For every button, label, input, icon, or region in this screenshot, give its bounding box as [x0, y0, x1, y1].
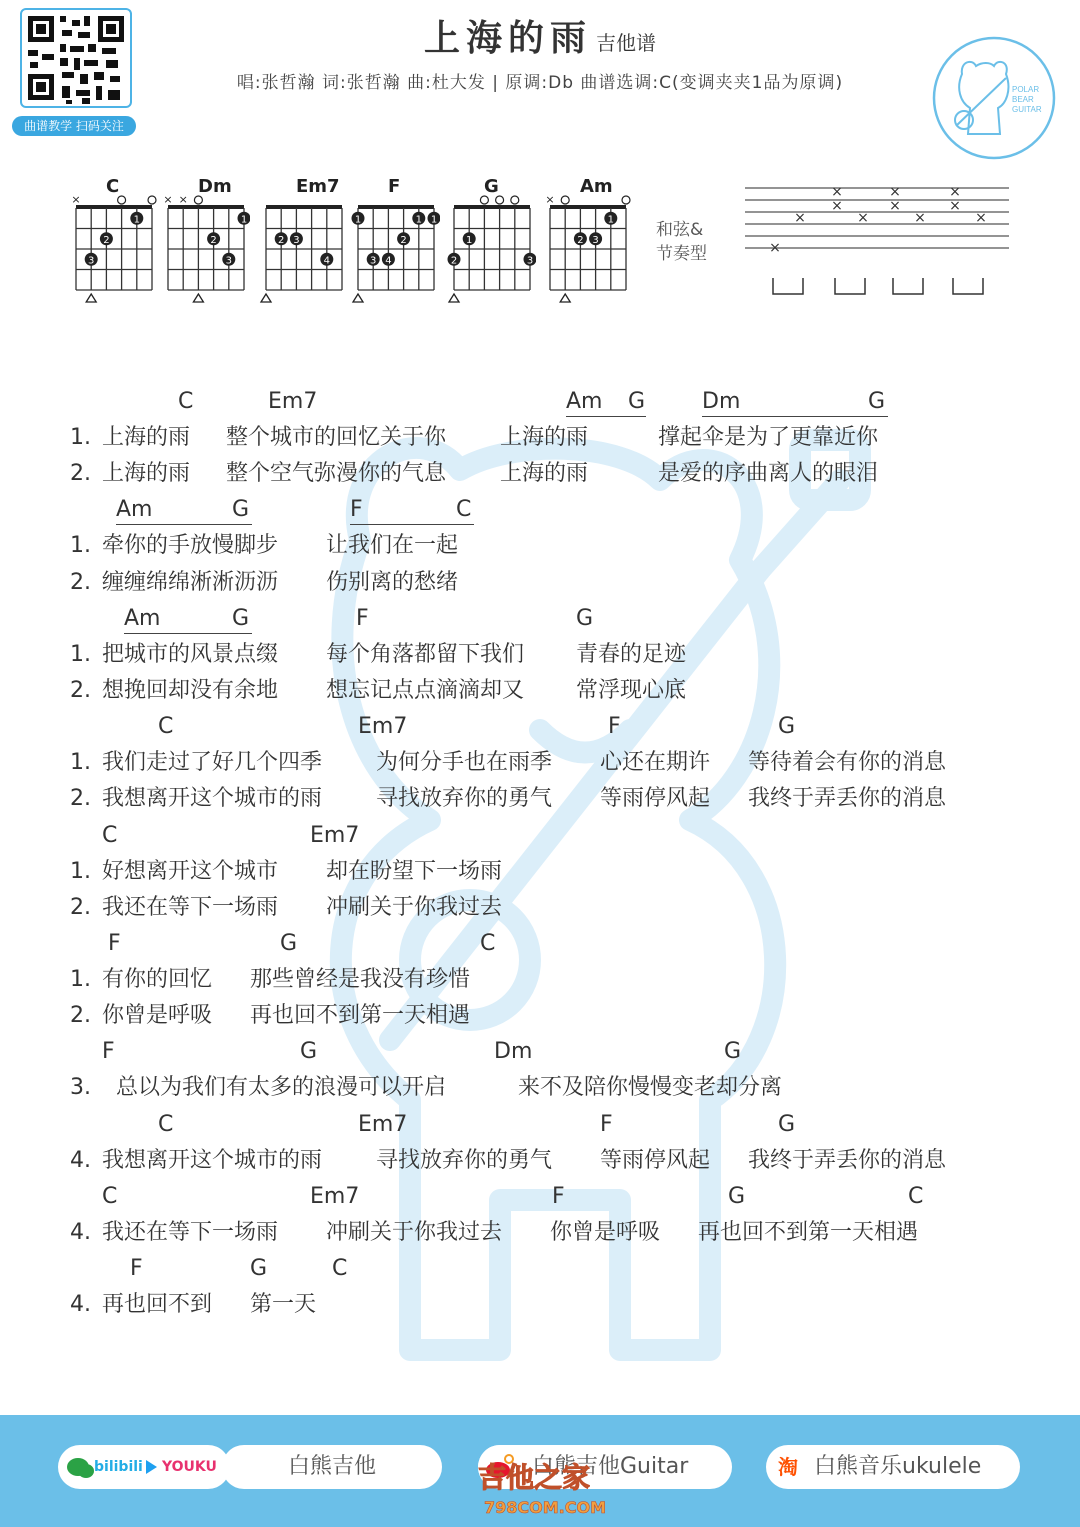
verse-number: 1.	[70, 750, 91, 776]
chord-line	[0, 601, 1080, 637]
lyric-phrase: 冲刷关于你我过去	[326, 1219, 503, 1245]
svg-text:×: ×	[769, 240, 781, 256]
chord-name-g: G	[484, 176, 499, 197]
verse-number: 1.	[70, 425, 91, 450]
chord-underline	[116, 524, 252, 525]
lyric-phrase: 牵你的手放慢脚步	[102, 533, 279, 559]
chord-line	[0, 709, 1080, 745]
lyric-phrase: 上海的雨	[102, 461, 191, 487]
verse-number: 4.	[70, 1219, 91, 1245]
chord-line	[0, 1107, 1080, 1143]
svg-text:1: 1	[354, 214, 362, 226]
chord-line	[0, 384, 1080, 420]
lyric-phrase: 总以为我们有太多的浪漫可以开启	[116, 1075, 447, 1101]
chord-underline	[702, 416, 888, 417]
chord-name-dm: Dm	[198, 176, 232, 197]
lyric-phrase: 上海的雨	[102, 425, 191, 450]
svg-text:3: 3	[526, 255, 534, 267]
chord-label: F	[102, 1039, 115, 1065]
lyric-phrase: 再也回不到	[102, 1292, 213, 1317]
svg-text:×: ×	[163, 194, 173, 206]
lyric-phrase: 再也回不到第一天相遇	[698, 1219, 919, 1245]
svg-text:×: ×	[857, 210, 869, 226]
lyric-phrase: 第一天	[250, 1292, 317, 1317]
lyric-line	[0, 1215, 1080, 1251]
watermark-text-1: 吉他之家	[478, 1461, 591, 1494]
lyric-phrase: 好想离开这个城市	[102, 858, 279, 884]
svg-text:×: ×	[889, 198, 901, 214]
chord-label: Em7	[268, 389, 318, 414]
chord-label: F	[608, 714, 621, 740]
chord-label: C	[102, 822, 118, 848]
rhythm-label-line-1: 和弦&	[656, 220, 704, 240]
lyric-line	[0, 1070, 1080, 1106]
svg-text:2: 2	[210, 234, 217, 246]
chord-label: G	[868, 389, 886, 414]
lyric-phrase: 常浮现心底	[576, 678, 687, 703]
svg-text:4: 4	[385, 255, 392, 267]
chord-label: Am	[124, 605, 161, 631]
svg-text:1: 1	[415, 214, 422, 226]
lyric-line	[0, 420, 1080, 456]
lyric-phrase: 我还在等下一场雨	[102, 1219, 279, 1245]
lyric-phrase: 等待着会有你的消息	[748, 750, 947, 776]
chord-label: C	[158, 1111, 174, 1137]
lyric-phrase: 想挽回却没有余地	[102, 678, 279, 703]
verse-number: 4.	[70, 1147, 91, 1173]
chord-underline	[566, 416, 646, 417]
svg-text:2: 2	[103, 234, 110, 246]
youku-label: YOUKU	[162, 1459, 217, 1475]
svg-text:×: ×	[889, 184, 901, 200]
lyric-phrase: 寻找放弃你的勇气	[376, 1147, 553, 1173]
svg-text:1: 1	[240, 214, 248, 226]
chord-label: G	[576, 605, 594, 631]
verse-number: 1.	[70, 858, 91, 884]
lyric-line	[0, 1143, 1080, 1179]
lyric-phrase: 想忘记点点滴滴却又	[326, 678, 525, 703]
chord-label: G	[300, 1039, 318, 1065]
svg-text:×: ×	[178, 194, 188, 206]
svg-text:2: 2	[577, 234, 584, 246]
logo-text-2: BEAR	[1012, 95, 1034, 104]
rhythm-label-line-2: 节奏型	[656, 244, 707, 264]
lyric-line	[0, 890, 1080, 926]
svg-text:2: 2	[400, 234, 407, 246]
lyric-phrase: 寻找放弃你的勇气	[376, 786, 553, 812]
verse-number: 1.	[70, 967, 91, 992]
svg-text:×: ×	[831, 184, 843, 200]
lyric-phrase: 伤别离的愁绪	[326, 569, 459, 595]
chord-label: C	[332, 1256, 348, 1281]
lyric-phrase: 你曾是呼吸	[550, 1219, 661, 1245]
bilibili-label: bilibili	[94, 1459, 143, 1475]
logo-text-3: GUITAR	[1012, 105, 1042, 114]
chord-label: Em7	[358, 1111, 408, 1137]
svg-text:×: ×	[71, 194, 81, 206]
lyric-phrase: 为何分手也在雨季	[376, 750, 553, 776]
svg-text:×: ×	[831, 198, 843, 214]
lyric-phrase: 却在盼望下一场雨	[326, 858, 503, 884]
svg-text:×: ×	[949, 184, 961, 200]
song-credits: 唱:张哲瀚 词:张哲瀚 曲:杜大发 | 原调:Db 曲谱选调:C(变调夹夹1品为原调)	[236, 73, 844, 93]
chord-label: F	[356, 605, 369, 631]
lyric-line	[0, 1287, 1080, 1323]
title-suffix: 吉他谱	[596, 31, 656, 55]
chord-label: G	[232, 497, 250, 523]
lyric-phrase: 等雨停风起	[600, 786, 711, 812]
svg-text:×: ×	[975, 210, 987, 226]
chord-line	[0, 818, 1080, 854]
lyric-line	[0, 781, 1080, 817]
chord-label: G	[778, 1111, 796, 1137]
svg-text:3: 3	[88, 255, 95, 267]
platform-pill[interactable]	[58, 1445, 230, 1489]
chord-name-em7: Em7	[296, 176, 340, 197]
lyric-phrase: 整个城市的回忆关于你	[226, 425, 447, 450]
lyric-phrase: 每个角落都留下我们	[326, 641, 525, 667]
song-title: 上海的雨	[423, 18, 592, 59]
svg-text:1: 1	[133, 214, 140, 226]
svg-text:1: 1	[430, 214, 438, 226]
svg-text:×: ×	[794, 210, 806, 226]
verse-number: 4.	[70, 1292, 91, 1317]
chord-line	[0, 926, 1080, 962]
lyric-phrase: 我们走过了好几个四季	[102, 750, 323, 776]
lyric-phrase: 心还在期许	[600, 750, 711, 776]
chord-label: G	[628, 389, 646, 414]
lyric-phrase: 让我们在一起	[326, 533, 459, 559]
lyric-line	[0, 528, 1080, 564]
lyric-line	[0, 637, 1080, 673]
lyric-phrase: 来不及陪你慢慢变老却分离	[518, 1075, 783, 1101]
footer-pill-1[interactable]: 白熊吉他	[222, 1445, 442, 1489]
svg-text:×: ×	[949, 198, 961, 214]
verse-number: 3.	[70, 1075, 91, 1101]
chord-label: F	[130, 1256, 143, 1281]
svg-text:2: 2	[278, 234, 285, 246]
verse-number: 2.	[70, 786, 91, 812]
lyric-line	[0, 565, 1080, 601]
verse-number: 1.	[70, 533, 91, 559]
chord-name-am: Am	[580, 176, 613, 197]
logo-text-1: POLAR	[1012, 85, 1040, 94]
chord-label: C	[908, 1183, 924, 1209]
lyric-phrase: 把城市的风景点缀	[102, 641, 279, 667]
verse-number: 2.	[70, 678, 91, 703]
lyric-phrase: 整个空气弥漫你的气息	[226, 461, 447, 487]
lyric-phrase: 我想离开这个城市的雨	[102, 1147, 323, 1173]
chord-underline	[124, 633, 252, 634]
chord-label: Em7	[358, 714, 408, 740]
chord-line	[0, 1179, 1080, 1215]
chord-label: G	[250, 1256, 268, 1281]
lyric-phrase: 你曾是呼吸	[102, 1003, 213, 1029]
chord-line	[0, 492, 1080, 528]
lyric-line	[0, 998, 1080, 1034]
site-watermark	[478, 1455, 628, 1519]
svg-text:×: ×	[914, 210, 926, 226]
chord-label: Em7	[310, 1183, 360, 1209]
chord-underline	[350, 524, 474, 525]
lyric-phrase: 我终于弄丢你的消息	[748, 786, 947, 812]
lyric-line	[0, 854, 1080, 890]
verse-number: 2.	[70, 894, 91, 920]
chord-label: Am	[566, 389, 603, 414]
verse-number: 1.	[70, 641, 91, 667]
lyric-phrase: 我想离开这个城市的雨	[102, 786, 323, 812]
chord-label: Am	[116, 497, 153, 523]
watermark-text-2: 798COM.COM	[484, 1498, 607, 1517]
chord-label: C	[102, 1183, 118, 1209]
chord-line	[0, 1251, 1080, 1287]
svg-text:×: ×	[545, 194, 555, 206]
lyric-phrase: 是爱的序曲离人的眼泪	[658, 461, 879, 487]
svg-text:3: 3	[293, 234, 300, 246]
chord-label: F	[552, 1183, 565, 1209]
chord-label: C	[456, 497, 472, 523]
svg-text:2: 2	[450, 255, 458, 267]
chord-label: Em7	[310, 822, 360, 848]
verse-number: 2.	[70, 461, 91, 487]
youku-play-icon	[144, 1445, 158, 1489]
verse-number: 2.	[70, 1003, 91, 1029]
footer-pill-3-label: 白熊音乐ukulele	[814, 1454, 982, 1479]
lyric-phrase: 那些曾经是我没有珍惜	[250, 967, 471, 992]
chord-line	[0, 1034, 1080, 1070]
lyric-line	[0, 962, 1080, 998]
qr-label: 曲谱教学 扫码关注	[12, 116, 136, 136]
lyric-phrase: 我终于弄丢你的消息	[748, 1147, 947, 1173]
chord-label: G	[728, 1183, 746, 1209]
svg-text:1: 1	[466, 234, 473, 246]
chord-name-c: C	[106, 176, 120, 197]
lyric-phrase: 缠缠绵绵淅淅沥沥	[102, 569, 279, 595]
lyric-phrase: 撑起伞是为了更靠近你	[658, 425, 879, 450]
svg-text:4: 4	[323, 255, 330, 267]
lyric-line	[0, 673, 1080, 709]
svg-text:3: 3	[370, 255, 377, 267]
lyric-line	[0, 745, 1080, 781]
svg-text:3: 3	[225, 255, 232, 267]
chord-label: G	[778, 714, 796, 740]
chord-label: F	[350, 497, 363, 523]
lyric-phrase: 青春的足迹	[576, 641, 687, 667]
lyric-phrase: 有你的回忆	[102, 967, 213, 992]
lyric-phrase: 上海的雨	[500, 461, 589, 487]
chord-label: C	[158, 714, 174, 740]
chord-label: G	[232, 605, 250, 631]
lyric-phrase: 冲刷关于你我过去	[326, 894, 503, 920]
footer-pill-2-label: 白熊吉他Guitar	[532, 1454, 689, 1479]
chord-label: Dm	[494, 1039, 533, 1065]
lyric-line	[0, 456, 1080, 492]
chord-label: F	[108, 931, 121, 956]
verse-number: 2.	[70, 569, 91, 595]
lyric-phrase: 我还在等下一场雨	[102, 894, 279, 920]
chord-label: Dm	[702, 389, 741, 414]
chord-label: C	[480, 931, 496, 956]
chord-name-f: F	[388, 176, 401, 197]
taobao-icon: 淘	[772, 1451, 804, 1483]
chord-label: G	[280, 931, 298, 956]
chord-label: C	[178, 389, 194, 414]
svg-text:1: 1	[607, 214, 614, 226]
lyric-phrase: 再也回不到第一天相遇	[250, 1003, 471, 1029]
svg-text:3: 3	[592, 234, 599, 246]
chord-label: F	[600, 1111, 613, 1137]
chord-label: G	[724, 1039, 742, 1065]
footer-pill-3[interactable]	[766, 1445, 1020, 1489]
lyric-phrase: 等雨停风起	[600, 1147, 711, 1173]
lyric-phrase: 上海的雨	[500, 425, 589, 450]
